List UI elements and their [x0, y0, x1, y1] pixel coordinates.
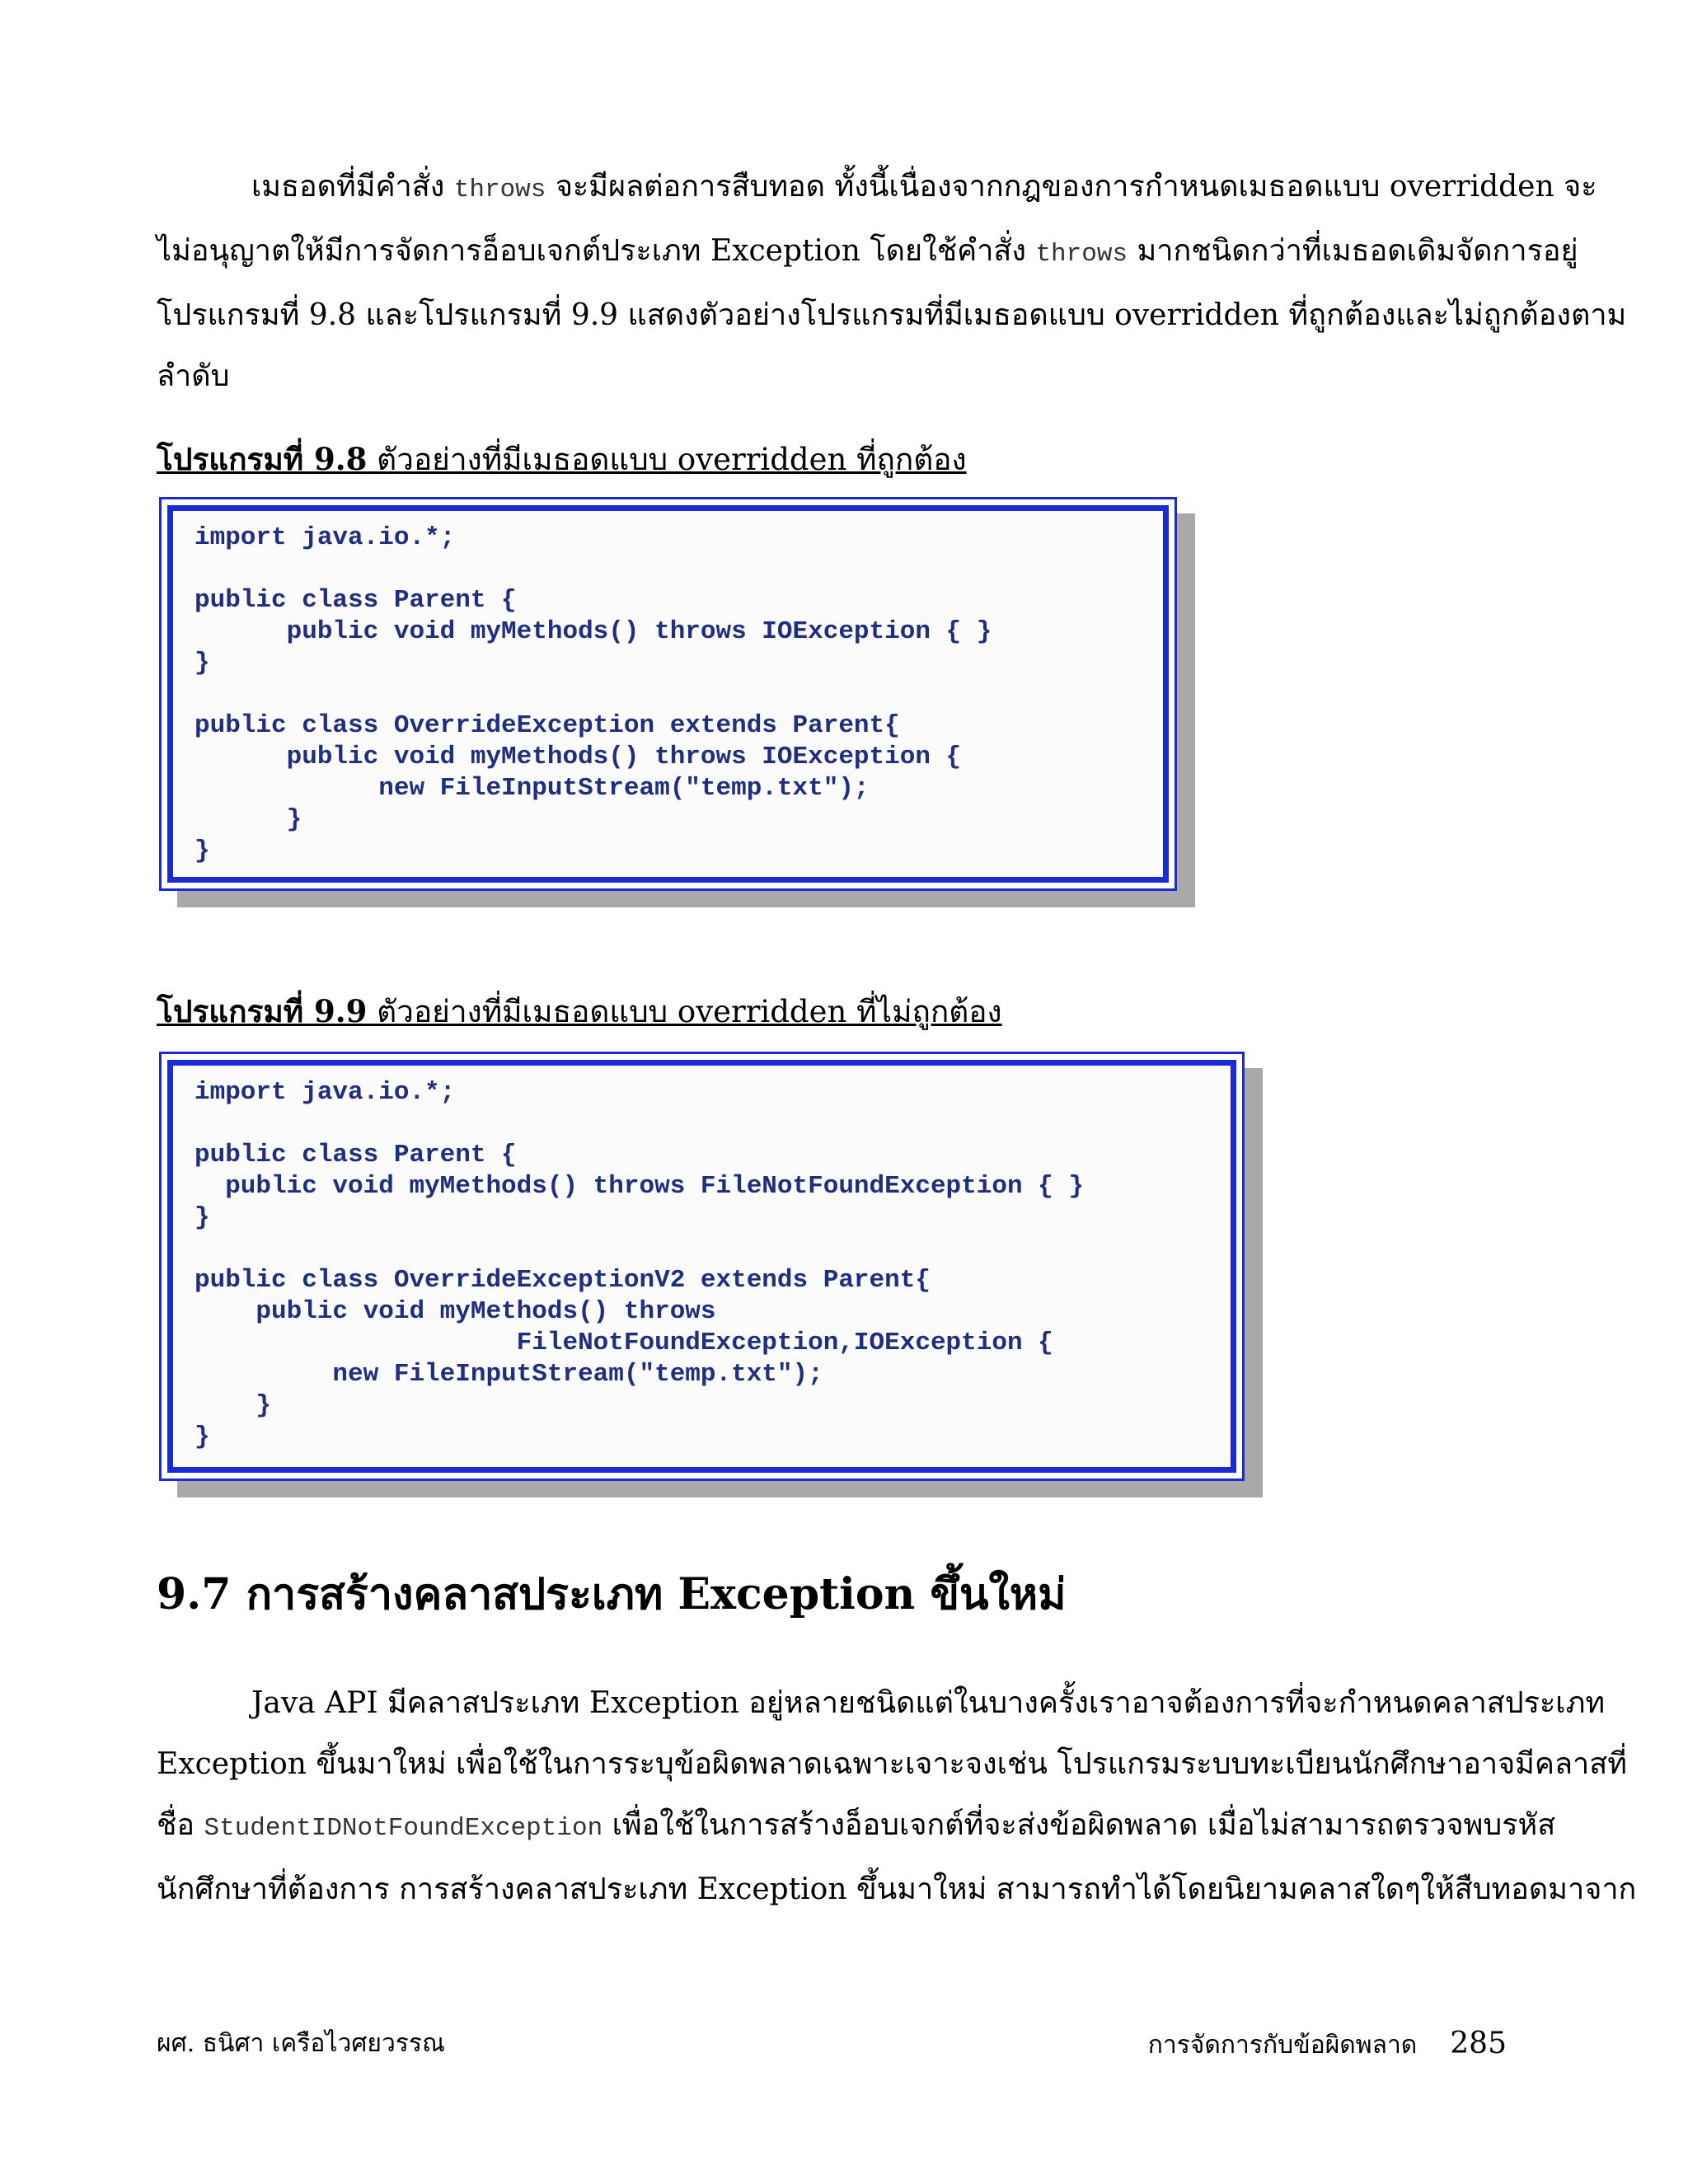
- caption-label: โปรแกรมที่ 9.8: [157, 441, 368, 477]
- text-run: เมธอดที่มีคำสั่ง: [251, 170, 454, 204]
- code-box-inner: [167, 1060, 1236, 1473]
- paragraph-line: โปรแกรมที่ 9.8 และโปรแกรมที่ 9.9 แสดงตัวอย่างโปรแกรมที่มีเมธอดแบบ overridden ที่ถูกต้องและไม่ถูกต้องตาม: [157, 298, 1627, 332]
- inline-code: throws: [1035, 240, 1128, 269]
- caption-label: โปรแกรมที่ 9.9: [157, 993, 368, 1029]
- inline-code: StudentIDNotFoundException: [204, 1814, 603, 1843]
- code-box-inner: [167, 505, 1169, 883]
- program-9-9-code-box: [159, 1052, 1245, 1481]
- text-run: เพื่อใช้ในการสร้างอ็อบเจกต์ที่จะส่งข้อผิดพลาด เมื่อไม่สามารถตรวจพบรหัส: [603, 1808, 1556, 1842]
- paragraph-line: Exception ขึ้นมาใหม่ เพื่อใช้ในการระบุข้อผิดพลาดเฉพาะเจาะจงเช่น โปรแกรมระบบทะเบียนนักศึกษาอาจมีคลาสที่: [157, 1747, 1627, 1781]
- code-listing: import java.io.*; public class Parent { public void myMethods() throws IOException { } } public class OverrideException extends Parent{ public void myMethods() throws IOException { new FileInputStream("temp.txt"); } }: [195, 523, 992, 865]
- caption-text: ตัวอย่างที่มีเมธอดแบบ overridden ที่ถูกต้อง: [367, 442, 967, 477]
- section-paragraph: [157, 1673, 1637, 1920]
- page-number: 285: [1450, 2027, 1507, 2060]
- text-run: มากชนิดกว่าที่เมธอดเดิมจัดการอยู่: [1128, 234, 1578, 268]
- footer-author: ผศ. ธนิศา เครือไวศยวรรณ: [157, 2029, 445, 2058]
- inline-code: throws: [453, 176, 546, 204]
- paragraph-line: นักศึกษาที่ต้องการ การสร้างคลาสประเภท Exception ขึ้นมาใหม่ สามารถทำได้โดยนิยามคลาสใดๆให้สืบทอดมาจาก: [157, 1872, 1637, 1906]
- section-heading: 9.7 การสร้างคลาสประเภท Exception ขึ้นใหม่: [157, 1569, 1067, 1619]
- paragraph-line: Java API มีคลาสประเภท Exception อยู่หลายชนิดแต่ในบางครั้งเราอาจต้องการที่จะกำหนดคลาสประเภท: [251, 1686, 1606, 1720]
- intro-paragraph: [157, 157, 1627, 407]
- program-9-9-caption: [157, 991, 1002, 1033]
- caption-text: ตัวอย่างที่มีเมธอดแบบ overridden ที่ไม่ถูกต้อง: [367, 994, 1002, 1029]
- program-9-8-caption: [157, 438, 967, 480]
- text-run: จะมีผลต่อการสืบทอด ทั้งนี้เนื่องจากกฎของการกำหนดเมธอดแบบ overridden จะ: [546, 170, 1597, 204]
- paragraph-line: [157, 1795, 1556, 1859]
- footer-right: [1148, 2027, 1507, 2062]
- code-listing: import java.io.*; public class Parent { public void myMethods() throws FileNotFoundException { } } public class OverrideExceptionV2 extends Parent{ public void myMethods() throws FileNotFoundException,IOException { new FileInputStream("temp.txt"); } }: [195, 1078, 1084, 1451]
- paragraph-line: ลำดับ: [157, 359, 230, 393]
- paragraph-line: [157, 157, 1597, 221]
- text-run: ชื่อ: [157, 1808, 204, 1842]
- program-9-8-code-box: [159, 497, 1177, 891]
- footer-chapter: การจัดการกับข้อผิดพลาด: [1147, 2031, 1418, 2060]
- paragraph-line: [157, 221, 1578, 285]
- text-run: ไม่อนุญาตให้มีการจัดการอ็อบเจกต์ประเภท Exception โดยใช้คำสั่ง: [157, 234, 1036, 268]
